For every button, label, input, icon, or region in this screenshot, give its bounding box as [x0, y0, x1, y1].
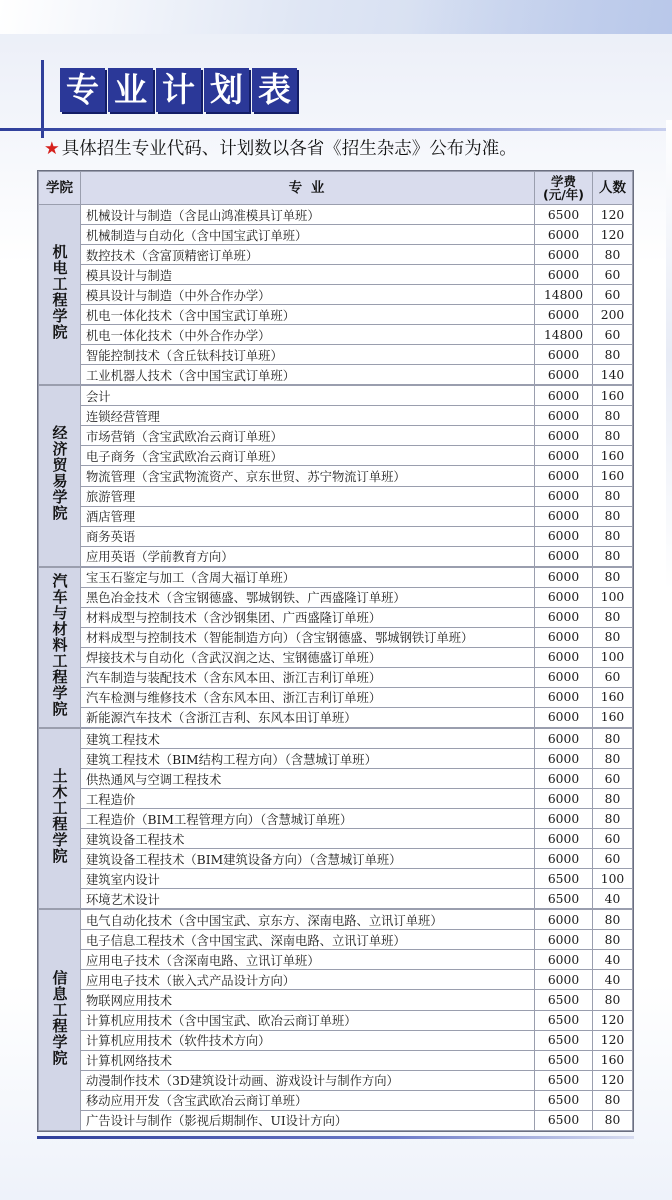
college-name: 经济贸易学院	[50, 425, 69, 522]
major-cell: 宝玉石鉴定与加工（含周大福订单班）	[81, 567, 535, 588]
major-cell: 电子信息工程技术（含中国宝武、深南电路、立讯订单班）	[81, 930, 535, 950]
table-row	[39, 285, 633, 305]
major-cell: 焊接技术与自动化（含武汉润之达、宝钢德盛订单班）	[81, 647, 535, 667]
major-cell: 应用电子技术（含深南电路、立讯订单班）	[81, 950, 535, 970]
fee-cell: 6500	[535, 1110, 593, 1130]
table-row	[39, 769, 633, 789]
major-cell: 移动应用开发（含宝武欧冶云商订单班）	[81, 1090, 535, 1110]
table-row	[39, 225, 633, 245]
table-row	[39, 990, 633, 1010]
fee-cell: 6000	[535, 245, 593, 265]
fee-cell: 6000	[535, 627, 593, 647]
college-cell	[39, 728, 81, 909]
table-row	[39, 1110, 633, 1130]
major-cell: 汽车制造与装配技术（含东风本田、浙江吉利订单班）	[81, 667, 535, 687]
table-row	[39, 466, 633, 486]
major-cell: 旅游管理	[81, 486, 535, 506]
title-accent-vertical	[41, 60, 44, 138]
count-cell: 160	[593, 466, 633, 486]
count-cell: 80	[593, 789, 633, 809]
fee-cell: 6000	[535, 950, 593, 970]
fee-cell: 6000	[535, 849, 593, 869]
fee-cell: 6000	[535, 567, 593, 588]
major-cell: 商务英语	[81, 526, 535, 546]
count-cell: 80	[593, 749, 633, 769]
fee-cell: 6000	[535, 265, 593, 285]
page-title	[60, 68, 297, 114]
count-cell: 160	[593, 707, 633, 728]
count-cell: 80	[593, 486, 633, 506]
fee-cell: 6000	[535, 486, 593, 506]
count-cell: 160	[593, 446, 633, 466]
major-cell: 建筑设备工程技术（BIM建筑设备方向）（含慧城订单班）	[81, 849, 535, 869]
fee-cell: 6500	[535, 990, 593, 1010]
count-cell: 80	[593, 1090, 633, 1110]
table-row	[39, 909, 633, 930]
fee-cell: 6000	[535, 385, 593, 406]
major-cell: 工业机器人技术（含中国宝武订单班）	[81, 365, 535, 386]
count-cell: 80	[593, 728, 633, 749]
major-cell: 酒店管理	[81, 506, 535, 526]
table-header-row	[39, 172, 633, 205]
fee-cell: 6000	[535, 446, 593, 466]
table-row	[39, 950, 633, 970]
major-cell: 动漫制作技术（3D建筑设计动画、游戏设计与制作方向）	[81, 1070, 535, 1090]
major-cell: 会计	[81, 385, 535, 406]
fee-cell: 14800	[535, 325, 593, 345]
count-cell: 60	[593, 849, 633, 869]
major-cell: 材料成型与控制技术（智能制造方向）（含宝钢德盛、鄂城钢铁订单班）	[81, 627, 535, 647]
count-cell: 60	[593, 829, 633, 849]
count-cell: 80	[593, 909, 633, 930]
count-cell: 160	[593, 687, 633, 707]
major-cell: 机械设计与制造（含昆山鸿准模具订单班）	[81, 205, 535, 225]
fee-cell: 6000	[535, 426, 593, 446]
major-cell: 建筑工程技术	[81, 728, 535, 749]
table-row	[39, 829, 633, 849]
fee-cell: 6500	[535, 205, 593, 225]
major-cell: 广告设计与制作（影视后期制作、UI设计方向）	[81, 1110, 535, 1130]
table-row	[39, 305, 633, 325]
table-row	[39, 1010, 633, 1030]
count-cell: 80	[593, 506, 633, 526]
count-cell: 160	[593, 1050, 633, 1070]
count-cell: 80	[593, 990, 633, 1010]
table-row	[39, 647, 633, 667]
college-name: 汽车与材料工程学院	[50, 572, 69, 717]
major-cell: 黑色冶金技术（含宝钢德盛、鄂城钢铁、广西盛隆订单班）	[81, 587, 535, 607]
college-name: 土木工程学院	[50, 768, 69, 865]
major-cell: 机械制造与自动化（含中国宝武订单班）	[81, 225, 535, 245]
table-row	[39, 265, 633, 285]
table-row	[39, 1070, 633, 1090]
major-cell: 智能控制技术（含丘钛科技订单班）	[81, 345, 535, 365]
star-icon: ★	[44, 139, 60, 159]
fee-cell: 6000	[535, 707, 593, 728]
fee-cell: 6000	[535, 607, 593, 627]
count-cell: 120	[593, 1010, 633, 1030]
fee-cell: 6000	[535, 225, 593, 245]
major-cell: 计算机网络技术	[81, 1050, 535, 1070]
fee-cell: 6000	[535, 829, 593, 849]
table-row	[39, 728, 633, 749]
table-row	[39, 587, 633, 607]
table-row	[39, 627, 633, 647]
major-cell: 电子商务（含宝武欧冶云商订单班）	[81, 446, 535, 466]
fee-cell: 6000	[535, 587, 593, 607]
count-cell: 80	[593, 526, 633, 546]
count-cell: 60	[593, 325, 633, 345]
major-cell: 工程造价（BIM工程管理方向）（含慧城订单班）	[81, 809, 535, 829]
table-row	[39, 849, 633, 869]
table-row	[39, 345, 633, 365]
fee-cell: 6500	[535, 1010, 593, 1030]
fee-cell: 6000	[535, 546, 593, 567]
count-cell: 80	[593, 627, 633, 647]
header-count: 人数	[593, 172, 633, 205]
header-college: 学院	[39, 172, 81, 205]
table-row	[39, 1030, 633, 1050]
college-name: 机电工程学院	[50, 244, 69, 341]
header-major: 专 业	[81, 172, 535, 205]
count-cell: 120	[593, 225, 633, 245]
table-row	[39, 526, 633, 546]
count-cell: 40	[593, 970, 633, 990]
major-cell: 工程造价	[81, 789, 535, 809]
fee-cell: 6500	[535, 1070, 593, 1090]
count-cell: 100	[593, 647, 633, 667]
table-body	[39, 205, 633, 1131]
header-fee	[535, 172, 593, 205]
major-cell: 模具设计与制造（中外合作办学）	[81, 285, 535, 305]
notice-text: 具体招生专业代码、计划数以各省《招生杂志》公布为准。	[61, 139, 517, 159]
major-cell: 机电一体化技术（中外合作办学）	[81, 325, 535, 345]
fee-cell: 6000	[535, 647, 593, 667]
table-row	[39, 1090, 633, 1110]
count-cell: 80	[593, 567, 633, 588]
major-cell: 环境艺术设计	[81, 889, 535, 910]
major-cell: 应用英语（学前教育方向）	[81, 546, 535, 567]
title-char: 计	[156, 68, 201, 112]
title-accent-rule	[0, 128, 672, 131]
table-row	[39, 869, 633, 889]
title-char: 业	[108, 68, 153, 112]
table-row	[39, 245, 633, 265]
table-row	[39, 809, 633, 829]
major-cell: 计算机应用技术（含中国宝武、欧冶云商订单班）	[81, 1010, 535, 1030]
count-cell: 120	[593, 205, 633, 225]
count-cell: 100	[593, 587, 633, 607]
table-row	[39, 325, 633, 345]
major-cell: 市场营销（含宝武欧冶云商订单班）	[81, 426, 535, 446]
major-cell: 物流管理（含宝武物流资产、京东世贸、苏宁物流订单班）	[81, 466, 535, 486]
table-row	[39, 749, 633, 769]
count-cell: 80	[593, 809, 633, 829]
fee-cell: 6000	[535, 667, 593, 687]
major-plan-table-frame	[37, 170, 634, 1132]
major-cell: 应用电子技术（嵌入式产品设计方向）	[81, 970, 535, 990]
major-cell: 物联网应用技术	[81, 990, 535, 1010]
count-cell: 60	[593, 265, 633, 285]
count-cell: 80	[593, 1110, 633, 1130]
count-cell: 200	[593, 305, 633, 325]
fee-cell: 6000	[535, 365, 593, 386]
fee-cell: 6000	[535, 909, 593, 930]
count-cell: 60	[593, 769, 633, 789]
fee-cell: 6000	[535, 526, 593, 546]
count-cell: 80	[593, 345, 633, 365]
table-row	[39, 707, 633, 728]
college-cell	[39, 909, 81, 1130]
notice	[44, 137, 517, 161]
major-cell: 材料成型与控制技术（含沙钢集团、广西盛隆订单班）	[81, 607, 535, 627]
table-row	[39, 567, 633, 588]
fee-cell: 6000	[535, 809, 593, 829]
fee-cell: 6000	[535, 305, 593, 325]
fee-cell: 6000	[535, 970, 593, 990]
college-cell	[39, 567, 81, 728]
count-cell: 80	[593, 607, 633, 627]
fee-cell: 6000	[535, 466, 593, 486]
top-decor-band	[0, 0, 672, 34]
count-cell: 160	[593, 385, 633, 406]
fee-cell: 6000	[535, 687, 593, 707]
table-row	[39, 385, 633, 406]
count-cell: 40	[593, 950, 633, 970]
fee-cell: 6000	[535, 506, 593, 526]
fee-cell: 6000	[535, 345, 593, 365]
fee-cell: 6000	[535, 406, 593, 426]
major-cell: 模具设计与制造	[81, 265, 535, 285]
table-row	[39, 1050, 633, 1070]
major-cell: 数控技术（含富顶精密订单班）	[81, 245, 535, 265]
title-char: 表	[252, 68, 297, 112]
major-cell: 建筑工程技术（BIM结构工程方向）（含慧城订单班）	[81, 749, 535, 769]
table-row	[39, 406, 633, 426]
bottom-accent-rule	[37, 1136, 634, 1139]
major-cell: 连锁经营管理	[81, 406, 535, 426]
count-cell: 60	[593, 285, 633, 305]
fee-cell: 6500	[535, 1050, 593, 1070]
major-plan-table	[38, 171, 633, 1131]
table-row	[39, 970, 633, 990]
right-edge-decor	[666, 120, 672, 590]
count-cell: 80	[593, 930, 633, 950]
major-cell: 建筑室内设计	[81, 869, 535, 889]
table-row	[39, 667, 633, 687]
college-name: 信息工程学院	[50, 969, 69, 1066]
college-cell	[39, 385, 81, 566]
count-cell: 80	[593, 245, 633, 265]
count-cell: 100	[593, 869, 633, 889]
fee-cell: 6000	[535, 728, 593, 749]
count-cell: 80	[593, 546, 633, 567]
major-cell: 供热通风与空调工程技术	[81, 769, 535, 789]
table-row	[39, 789, 633, 809]
fee-cell: 6500	[535, 1090, 593, 1110]
major-cell: 电气自动化技术（含中国宝武、京东方、深南电路、立讯订单班）	[81, 909, 535, 930]
fee-cell: 6500	[535, 1030, 593, 1050]
table-row	[39, 446, 633, 466]
table-row	[39, 205, 633, 225]
major-cell: 计算机应用技术（软件技术方向）	[81, 1030, 535, 1050]
count-cell: 60	[593, 667, 633, 687]
count-cell: 80	[593, 406, 633, 426]
count-cell: 120	[593, 1030, 633, 1050]
major-cell: 汽车检测与维修技术（含东风本田、浙江吉利订单班）	[81, 687, 535, 707]
table-row	[39, 687, 633, 707]
title-char: 专	[60, 68, 105, 112]
table-row	[39, 930, 633, 950]
table-row	[39, 607, 633, 627]
fee-cell: 6500	[535, 889, 593, 910]
count-cell: 120	[593, 1070, 633, 1090]
count-cell: 140	[593, 365, 633, 386]
table-row	[39, 506, 633, 526]
fee-cell: 6500	[535, 869, 593, 889]
major-cell: 建筑设备工程技术	[81, 829, 535, 849]
count-cell: 80	[593, 426, 633, 446]
fee-cell: 14800	[535, 285, 593, 305]
fee-cell: 6000	[535, 749, 593, 769]
college-cell	[39, 205, 81, 386]
table-row	[39, 486, 633, 506]
fee-cell: 6000	[535, 789, 593, 809]
fee-cell: 6000	[535, 930, 593, 950]
title-char: 划	[204, 68, 249, 112]
header-fee-line1: 学费	[550, 174, 576, 189]
table-row	[39, 889, 633, 910]
major-cell: 机电一体化技术（含中国宝武订单班）	[81, 305, 535, 325]
major-cell: 新能源汽车技术（含浙江吉利、东风本田订单班）	[81, 707, 535, 728]
table-row	[39, 426, 633, 446]
count-cell: 40	[593, 889, 633, 910]
table-row	[39, 546, 633, 567]
header-fee-line2: (元/年)	[543, 187, 584, 202]
table-row	[39, 365, 633, 386]
fee-cell: 6000	[535, 769, 593, 789]
